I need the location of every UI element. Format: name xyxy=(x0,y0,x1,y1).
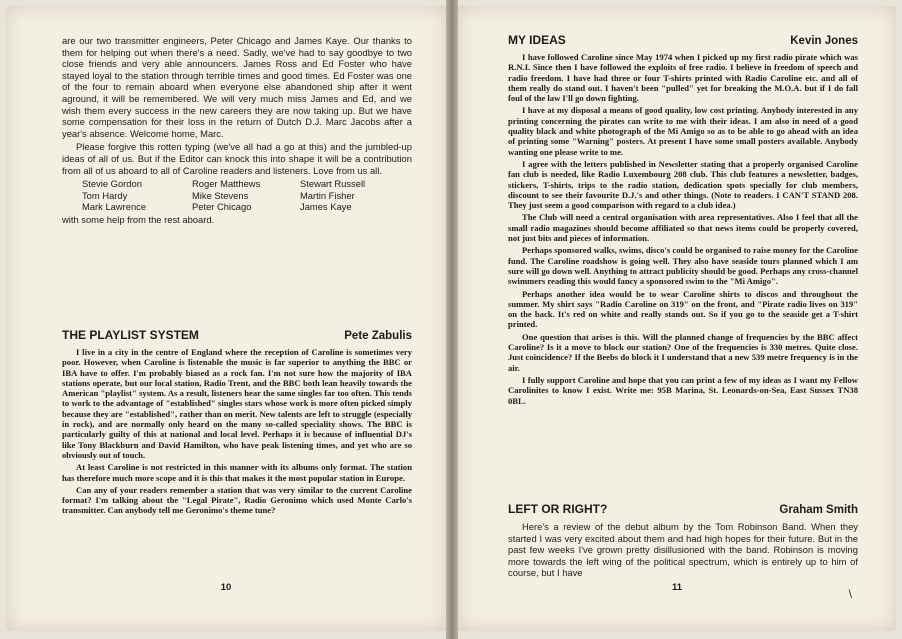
my-ideas-article xyxy=(508,33,858,408)
left-or-right-body xyxy=(508,521,858,579)
crew-name: James Kaye xyxy=(300,201,352,213)
left-intro-block xyxy=(62,35,412,226)
playlist-paragraph-3: Can any of your readers remember a station that was very similar to the current Caroline format? I'm talking about the "Legal Pirate", Radio Geronimo which used Monte Carlo's transmitter. Can anybody tell me Geronimo's theme tune? xyxy=(62,484,412,516)
my-ideas-paragraph-6: Perhaps another idea would be to wear Caroline shirts to discos and throughout the summer. My shirt says "Radio Caroline on 319" on the front, and "Pirate radio lives on 319" on the back. It's red on white and really stands out. So if you go to the seaside get a T-shirt printed. xyxy=(508,288,858,330)
my-ideas-paragraph-1: I have followed Caroline since May 1974 when I picked up my first radio pirate which was R.N.I. Since then I have followed the exploits of free radio. I believe in freedom of speech and radio freedom. I have had three or four T-shirts printed with Radio Caroline etc. and all of them really do stand out. I haven't been "pulled" yet for breaking the M.O.A. but if I do fall foul of the law I'll go down fighting. xyxy=(508,52,858,104)
playlist-paragraph-2: At least Caroline is not restricted in this manner with its albums only format. The station has therefore much more scope and it is this that makes it the most popular station in Europe. xyxy=(62,462,412,483)
crew-name: Martin Fisher xyxy=(300,189,355,201)
my-ideas-paragraph-7: One question that arises is this. Will the planned change of frequencies by the BBC affect Caroline? Is it a move to block our station? One of the frequencies is 330 metres. Quite close. Just coincidence? If the Beebs do block it I understand that a new 539 metre frequency is in the air. xyxy=(508,331,858,373)
my-ideas-paragraph-3: I agree with the letters published in Newsletter stating that a properly organised Caroline fan club is needed, like Radio Luxembourg 208 club. This club features a newsletter, badges, stickers, T-shirts, trips to the radio station, dedication spots specially for club members, discount to see their favourite D.J.'s and other things. (Note to readers. I CAN'T STAND 208. They just seem a good comparison with regard to a club idea.) xyxy=(508,158,858,211)
left-or-right-article xyxy=(508,502,858,581)
my-ideas-paragraph-5: Perhaps sponsored walks, swims, disco's could be organised to raise money for the Caroline fund. The Caroline roadshow is going well. They also have seaside tours planned which I am sure will go down well. Anything to attract publicity should be good. Perhaps any cross-channel swimmers reading this would fancy a sponsored swim to the "Mi Amigo". xyxy=(508,245,858,287)
playlist-article xyxy=(62,328,412,518)
crew-name: Stevie Gordon xyxy=(82,178,142,190)
playlist-body xyxy=(62,347,412,516)
intro-paragraph-1: are our two transmitter engineers, Peter Chicago and James Kaye. Our thanks to them for helping out when there's a need. Sadly, we've had to say goodbye to two close friends and very able announcers. James Ross and Ed Foster who have stayed loyal to the station through terrible times and good times. Ed Foster was one of the four to remain aboard when everyone else abandoned ship after it went aground, it will be remembered. We will very much miss James and Ed, and we wish them every success in the new careers they are now taking up. But we have some compensation for their loss in the return of Dutch D.J. Marc Jacobs after a year's absence. Welcome home, Marc. xyxy=(62,35,412,139)
crew-name: Peter Chicago xyxy=(192,201,252,213)
closing-line: with some help from the rest aboard. xyxy=(62,213,215,225)
intro-text xyxy=(62,35,412,176)
my-ideas-author: Kevin Jones xyxy=(790,35,858,47)
crew-name: Roger Matthews xyxy=(192,178,261,190)
crew-name: Tom Hardy xyxy=(82,189,128,201)
crew-name: Mike Stevens xyxy=(192,189,249,201)
page-number-left: 10 xyxy=(220,582,232,593)
left-or-right-paragraph: Here's a review of the debut album by the Tom Robinson Band. When they started I was very excited about them and had high hopes for their future. But in the past few weeks I've grown pretty disillusioned with the band. Robinson is moving more towards the left wing of the political spectrum, which is entirely up to him of course, but I have xyxy=(508,521,858,579)
crew-name: Stewart Russell xyxy=(300,178,366,190)
pen-mark: \ xyxy=(848,587,852,601)
crew-names xyxy=(62,178,412,213)
crew-name: Mark Lawrence xyxy=(82,201,147,213)
playlist-paragraph-1: I live in a city in the centre of England where the reception of Caroline is sometimes very poor. However, when Caroline is listenable the music is far superior to anything the BBC or IBA have to offer. I'm probably biased as a rock fan. I'm not sure how the majority of IBA stations operate, but our local station, Radio Trent, and the BBC both lean heavily towards the American "playlist" system. As a result, listeners hear the same singles far too often. This tends to work to the advantage of "established" singles stars whose work is more often picked simply because they are "established", rather than on merit. New talents are left to struggle (especially in rock), and are normally only heard on the many so-called speciality shows. The BBC is particularly guilty of this at national and local level. Perhaps it is because of influential DJ's like Tony Blackburn and David Hamilton, who have peak listening times, and yet who are so obviously out of touch. xyxy=(62,347,412,460)
my-ideas-title: MY IDEAS xyxy=(508,33,566,47)
left-page xyxy=(6,6,446,631)
left-or-right-heading xyxy=(508,502,858,516)
my-ideas-paragraph-2: I have at my disposal a means of good quality, low cost printing. Anybody interested in any printing concerning the pirates can write to me with their ideas. I am also in need of a good quality black and white photograph of the Mi Amigo so as to be able to go ahead with an idea of printing some "Warning" posters. At present I have some small posters available. Anybody wanting one please write to me. xyxy=(508,105,858,157)
intro-paragraph-2: Please forgive this rotten typing (we've all had a go at this) and the jumbled-up ideas of all of us. But if the Editor can knock this into shape it will be a contribution from all of us aboard to all of Caroline readers and listeners. Love from us all. xyxy=(62,141,412,176)
right-page xyxy=(458,6,896,631)
my-ideas-paragraph-8: I fully support Caroline and hope that you can print a few of my ideas as I want my Fellow Carolinites to know I exist. Write me: 95B Marina, St. Leonards-on-Sea, East Sussex TN38 0BL. xyxy=(508,374,858,406)
my-ideas-body xyxy=(508,52,858,406)
my-ideas-paragraph-4: The Club will need a central organisation with area representatives. Also I feel that all the small radio magazines should become affiliated so that news items could be properly covered, not just bits and pieces of information. xyxy=(508,212,858,244)
left-or-right-author: Graham Smith xyxy=(779,504,858,516)
page-number-right: 11 xyxy=(671,582,683,593)
playlist-heading xyxy=(62,328,412,342)
playlist-title: THE PLAYLIST SYSTEM xyxy=(62,328,199,342)
left-or-right-title: LEFT OR RIGHT? xyxy=(508,502,608,516)
my-ideas-heading xyxy=(508,33,858,47)
playlist-author: Pete Zabulis xyxy=(344,330,412,342)
book-gutter xyxy=(446,0,458,639)
